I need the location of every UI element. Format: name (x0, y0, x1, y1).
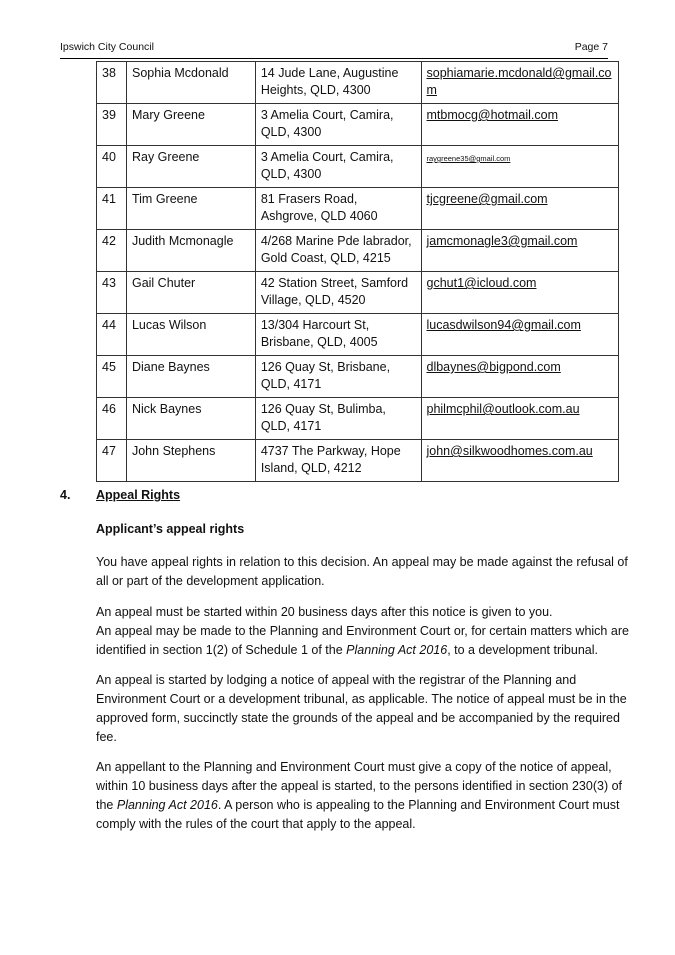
email-cell (421, 356, 619, 398)
submitter-address: 4/268 Marine Pde labrador, Gold Coast, QLD, 4215 (255, 230, 421, 272)
table-row (97, 188, 619, 230)
submitter-address: 4737 The Parkway, Hope Island, QLD, 4212 (255, 440, 421, 482)
row-number: 42 (97, 230, 127, 272)
submitter-name: Lucas Wilson (126, 314, 255, 356)
submitter-address: 3 Amelia Court, Camira, QLD, 4300 (255, 104, 421, 146)
submitter-name: Gail Chuter (126, 272, 255, 314)
submitter-name: Nick Baynes (126, 398, 255, 440)
email-cell (421, 398, 619, 440)
email-link[interactable]: john@silkwoodhomes.com.au (426, 444, 593, 458)
submitter-name: Judith Mcmonagle (126, 230, 255, 272)
submitter-address: 81 Frasers Road, Ashgrove, QLD 4060 (255, 188, 421, 230)
act-name: Planning Act 2016 (346, 643, 448, 657)
section-title: Appeal Rights (96, 488, 181, 502)
table-row (97, 398, 619, 440)
act-name: Planning Act 2016 (116, 798, 218, 812)
paragraph-appellant-obligations (96, 758, 636, 834)
row-number: 40 (97, 146, 127, 188)
submitter-name: Tim Greene (126, 188, 255, 230)
email-link[interactable]: mtbmocg@hotmail.com (426, 108, 558, 122)
submitter-address: 126 Quay St, Brisbane, QLD, 4171 (255, 356, 421, 398)
table-row (97, 440, 619, 482)
table-row (97, 356, 619, 398)
table-row (97, 146, 619, 188)
email-link[interactable]: lucasdwilson94@gmail.com (426, 318, 581, 332)
submitter-name: Ray Greene (126, 146, 255, 188)
email-cell (421, 272, 619, 314)
email-link[interactable]: philmcphil@outlook.com.au (426, 402, 580, 416)
submitter-address: 14 Jude Lane, Augustine Heights, QLD, 4300 (255, 62, 421, 104)
table-row (97, 62, 619, 104)
email-link[interactable]: sophiamarie.mcdonald@gmail.com (426, 66, 612, 97)
table-row (97, 272, 619, 314)
table-row (97, 314, 619, 356)
email-link[interactable]: jamcmonagle3@gmail.com (426, 234, 578, 248)
table-row (97, 230, 619, 272)
row-number: 39 (97, 104, 127, 146)
row-number: 43 (97, 272, 127, 314)
row-number: 47 (97, 440, 127, 482)
row-number: 46 (97, 398, 127, 440)
row-number: 44 (97, 314, 127, 356)
email-link[interactable]: gchut1@icloud.com (426, 276, 537, 290)
row-number: 41 (97, 188, 127, 230)
paragraph-lodging-appeal: An appeal is started by lodging a notice of appeal with the registrar of the Planning and Environment Court or a development tribunal, as applicable. The notice of appeal must be in the approved form, succinctly state the grounds of the appeal and be accompanied by the required fee. (96, 673, 627, 744)
email-cell (421, 104, 619, 146)
email-link[interactable]: dlbaynes@bigpond.com (426, 360, 561, 374)
paragraph-line (96, 622, 636, 660)
email-cell (421, 440, 619, 482)
paragraph-appeal-rights: You have appeal rights in relation to this decision. An appeal may be made against the refusal of all or part of the development application. (96, 555, 628, 588)
email-cell (421, 188, 619, 230)
text-run: An appeal may be made to the Planning and Environment Court or, for certain matters which are identified in section 1(2) of Schedule 1 of the (96, 624, 629, 657)
row-number: 45 (97, 356, 127, 398)
submitter-address: 42 Station Street, Samford Village, QLD, 4520 (255, 272, 421, 314)
submitter-address: 3 Amelia Court, Camira, QLD, 4300 (255, 146, 421, 188)
email-cell (421, 230, 619, 272)
email-link[interactable]: tjcgreene@gmail.com (426, 192, 548, 206)
submitter-name: Sophia Mcdonald (126, 62, 255, 104)
organisation-name: Ipswich City Council (60, 41, 154, 53)
email-cell (421, 62, 619, 104)
submitter-address: 13/304 Harcourt St, Brisbane, QLD, 4005 (255, 314, 421, 356)
submitter-name: Mary Greene (126, 104, 255, 146)
email-cell (421, 314, 619, 356)
email-cell (421, 146, 619, 188)
submitter-name: John Stephens (126, 440, 255, 482)
table-row (97, 104, 619, 146)
subheading-applicant-appeal-rights: Applicant’s appeal rights (96, 522, 245, 536)
text-run: . A person who is appealing to the Planning and Environment Court must comply with the rules of the court that apply to the appeal. (96, 798, 620, 831)
page-header (60, 40, 608, 59)
submitter-address: 126 Quay St, Bulimba, QLD, 4171 (255, 398, 421, 440)
submitter-name: Diane Baynes (126, 356, 255, 398)
email-link[interactable]: raygreene35@gmail.com (426, 154, 511, 163)
text-run: , to a development tribunal. (447, 643, 598, 657)
submitters-table (96, 61, 619, 482)
paragraph-line: An appeal must be started within 20 business days after this notice is given to you. (96, 605, 553, 619)
text-run: An appellant to the Planning and Environment Court must give a copy of the notice of appeal, within 10 business days after the appeal is started, to the persons identified in section 230(3) of the (96, 760, 623, 812)
row-number: 38 (97, 62, 127, 104)
page-number: Page 7 (574, 41, 608, 53)
paragraph-appeal-timing (96, 603, 636, 660)
section-number: 4. (60, 488, 71, 502)
